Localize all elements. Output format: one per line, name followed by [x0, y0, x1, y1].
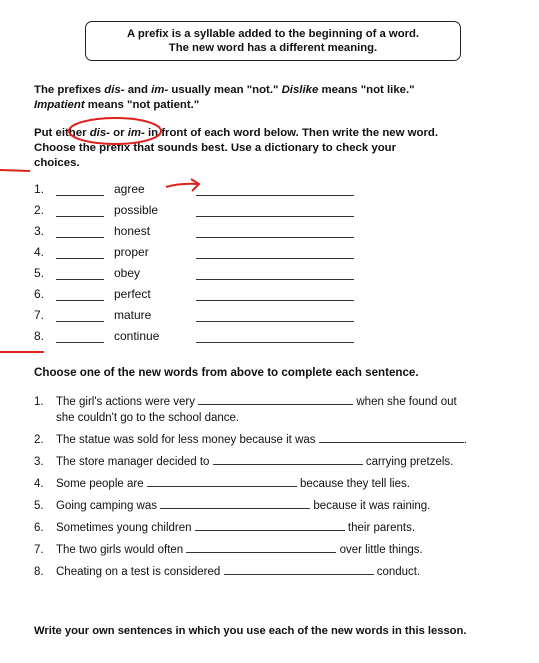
sentence-text: The two girls would often — [56, 544, 187, 556]
intro-text: usually mean "not." — [168, 84, 282, 96]
item-number: 5. — [34, 500, 44, 512]
item-number: 1. — [34, 182, 45, 196]
prefix-dis: dis- — [89, 127, 110, 139]
sentence-text: . — [463, 434, 467, 446]
example-dislike: Dislike — [281, 84, 319, 96]
sentence-text: Going camping was — [56, 500, 161, 512]
section-2-heading: Choose one of the new words from above to complete each sentence. — [34, 366, 419, 379]
item-number: 4. — [34, 478, 44, 490]
item-number: 4. — [34, 245, 45, 259]
arrow-head-icon — [191, 179, 199, 191]
base-word: possible — [114, 203, 159, 217]
base-word: continue — [114, 329, 160, 343]
item-number: 6. — [34, 287, 45, 301]
directions-text: Put either — [34, 127, 90, 139]
item-number: 2. — [34, 434, 44, 446]
item-number: 1. — [34, 396, 44, 408]
item-number: 8. — [34, 329, 45, 343]
intro-text: and — [124, 84, 152, 96]
base-word: perfect — [114, 287, 151, 301]
callout-line-1: A prefix is a syllable added to the beginning of a word. — [126, 28, 420, 40]
item-number: 7. — [34, 308, 45, 322]
item-number: 3. — [34, 456, 44, 468]
sentence-text: when she found out — [353, 396, 457, 408]
intro-text: means "not patient." — [84, 99, 200, 111]
final-instruction: Write your own sentences in which you use each of the new words in this lesson. — [34, 625, 467, 637]
prefix-dis: dis- — [104, 84, 125, 96]
intro-text: means "not like." — [318, 84, 415, 96]
sentence-text: Sometimes young children — [56, 522, 195, 534]
directions-text: or — [109, 127, 128, 139]
circle-annotation — [69, 118, 161, 144]
sentence-text: because they tell lies. — [296, 478, 410, 490]
mark-line — [0, 170, 30, 171]
sentence-text: Some people are — [56, 478, 147, 490]
sentence-text: because it was raining. — [310, 500, 431, 512]
item-number: 2. — [34, 203, 45, 217]
prefix-im: im- — [151, 84, 169, 96]
directions-text: Choose the prefix that sounds best. Use a dictionary to check your — [34, 142, 397, 154]
base-word: proper — [114, 245, 149, 259]
item-number: 5. — [34, 266, 45, 280]
arrow-annotation — [166, 184, 198, 187]
item-number: 7. — [34, 544, 44, 556]
base-word: mature — [114, 308, 152, 322]
sentence-text: The statue was sold for less money because it was — [56, 434, 319, 446]
callout-line-2: The new word has a different meaning. — [168, 42, 378, 54]
example-impatient: Impatient — [34, 99, 85, 111]
directions-text: choices. — [34, 157, 80, 169]
sentence-text: over little things. — [336, 544, 423, 556]
intro-text: The prefixes — [34, 84, 105, 96]
sentence-text: carrying pretzels. — [362, 456, 454, 468]
sentence-text: Cheating on a test is considered — [56, 566, 224, 578]
directions-text: in front of each word below. Then write the new word. — [144, 127, 439, 139]
sentence-text: she couldn't go to the school dance. — [56, 412, 240, 424]
item-number: 3. — [34, 224, 45, 238]
item-number: 6. — [34, 522, 44, 534]
base-word: honest — [114, 224, 151, 238]
base-word: agree — [114, 182, 145, 196]
sentence-text: The store manager decided to — [56, 456, 213, 468]
sentence-text: conduct. — [373, 566, 421, 578]
sentence-text: The girl's actions were very — [56, 396, 199, 408]
sentence-text: their parents. — [344, 522, 416, 534]
item-number: 8. — [34, 566, 44, 578]
prefix-im: im- — [127, 127, 145, 139]
base-word: obey — [114, 266, 141, 280]
